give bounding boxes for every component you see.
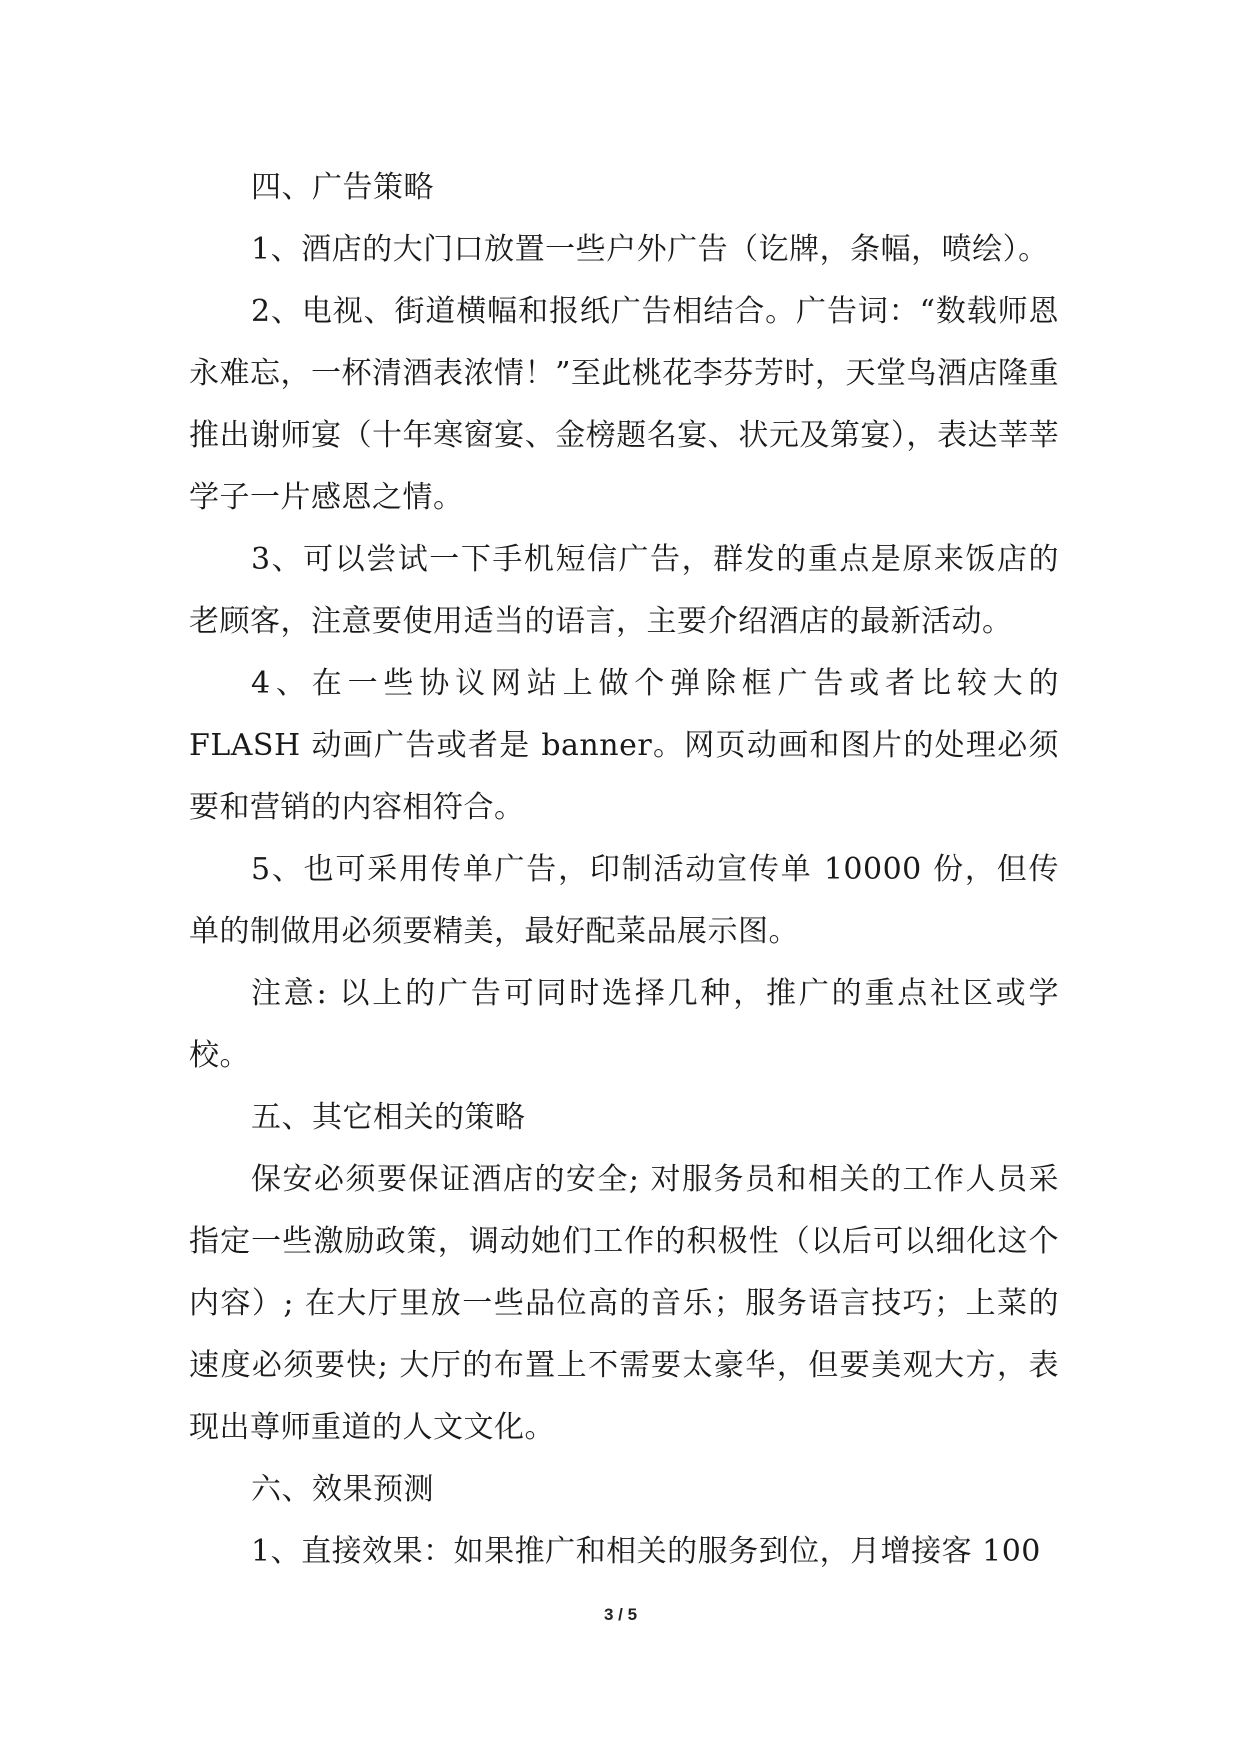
- heading-other-strategies: 五、其它相关的策略: [251, 1100, 526, 1135]
- page-number: 3 / 5: [603, 1605, 638, 1624]
- paragraph-note: 注意: 以上的广告可同时选择几种，推广的重点社区或学校。: [189, 976, 1059, 1073]
- paragraph-security-service: 保安必须要保证酒店的安全; 对服务员和相关的工作人员采指定一些激励政策，调动她们工作的积极性（以后可以细化这个内容）; 在大厅里放一些品位高的音乐；服务语言技巧；上菜的速度必须要快; 大厅的布置上不需要太豪华，但要美观大方，表现出尊师重道的人文文化。: [189, 1162, 1059, 1445]
- paragraph-web-ads: 4、在一些协议网站上做个弹除框广告或者比较大的 FLASH 动画广告或者是 banner。网页动画和图片的处理必须要和营销的内容相符合。: [189, 666, 1059, 825]
- paragraph-tv-street-newspaper-ads: 2、电视、街道横幅和报纸广告相结合。广告词：“数载师恩永难忘，一杯清酒表浓情！”至此桃花李芬芳时，天堂鸟酒店隆重推出谢师宴（十年寒窗宴、金榜题名宴、状元及第宴），表达莘莘学子一片感恩之情。: [189, 294, 1059, 515]
- heading-effect-forecast: 六、效果预测: [251, 1472, 434, 1507]
- paragraph-flyer-ads: 5、也可采用传单广告，印制活动宣传单 10000 份，但传单的制做用必须要精美，最好配菜品展示图。: [189, 852, 1059, 949]
- paragraph-sms-ads: 3、可以尝试一下手机短信广告，群发的重点是原来饭店的老顾客，注意要使用适当的语言，主要介绍酒店的最新活动。: [189, 542, 1059, 639]
- heading-advertising-strategy: 四、广告策略: [251, 170, 434, 205]
- document-body: [189, 157, 1059, 1583]
- paragraph-direct-effect: 1、直接效果：如果推广和相关的服务到位，月增接客 100: [251, 1534, 1041, 1569]
- paragraph-outdoor-ads: 1、酒店的大门口放置一些户外广告（讫牌，条幅，喷绘）。: [251, 232, 1049, 267]
